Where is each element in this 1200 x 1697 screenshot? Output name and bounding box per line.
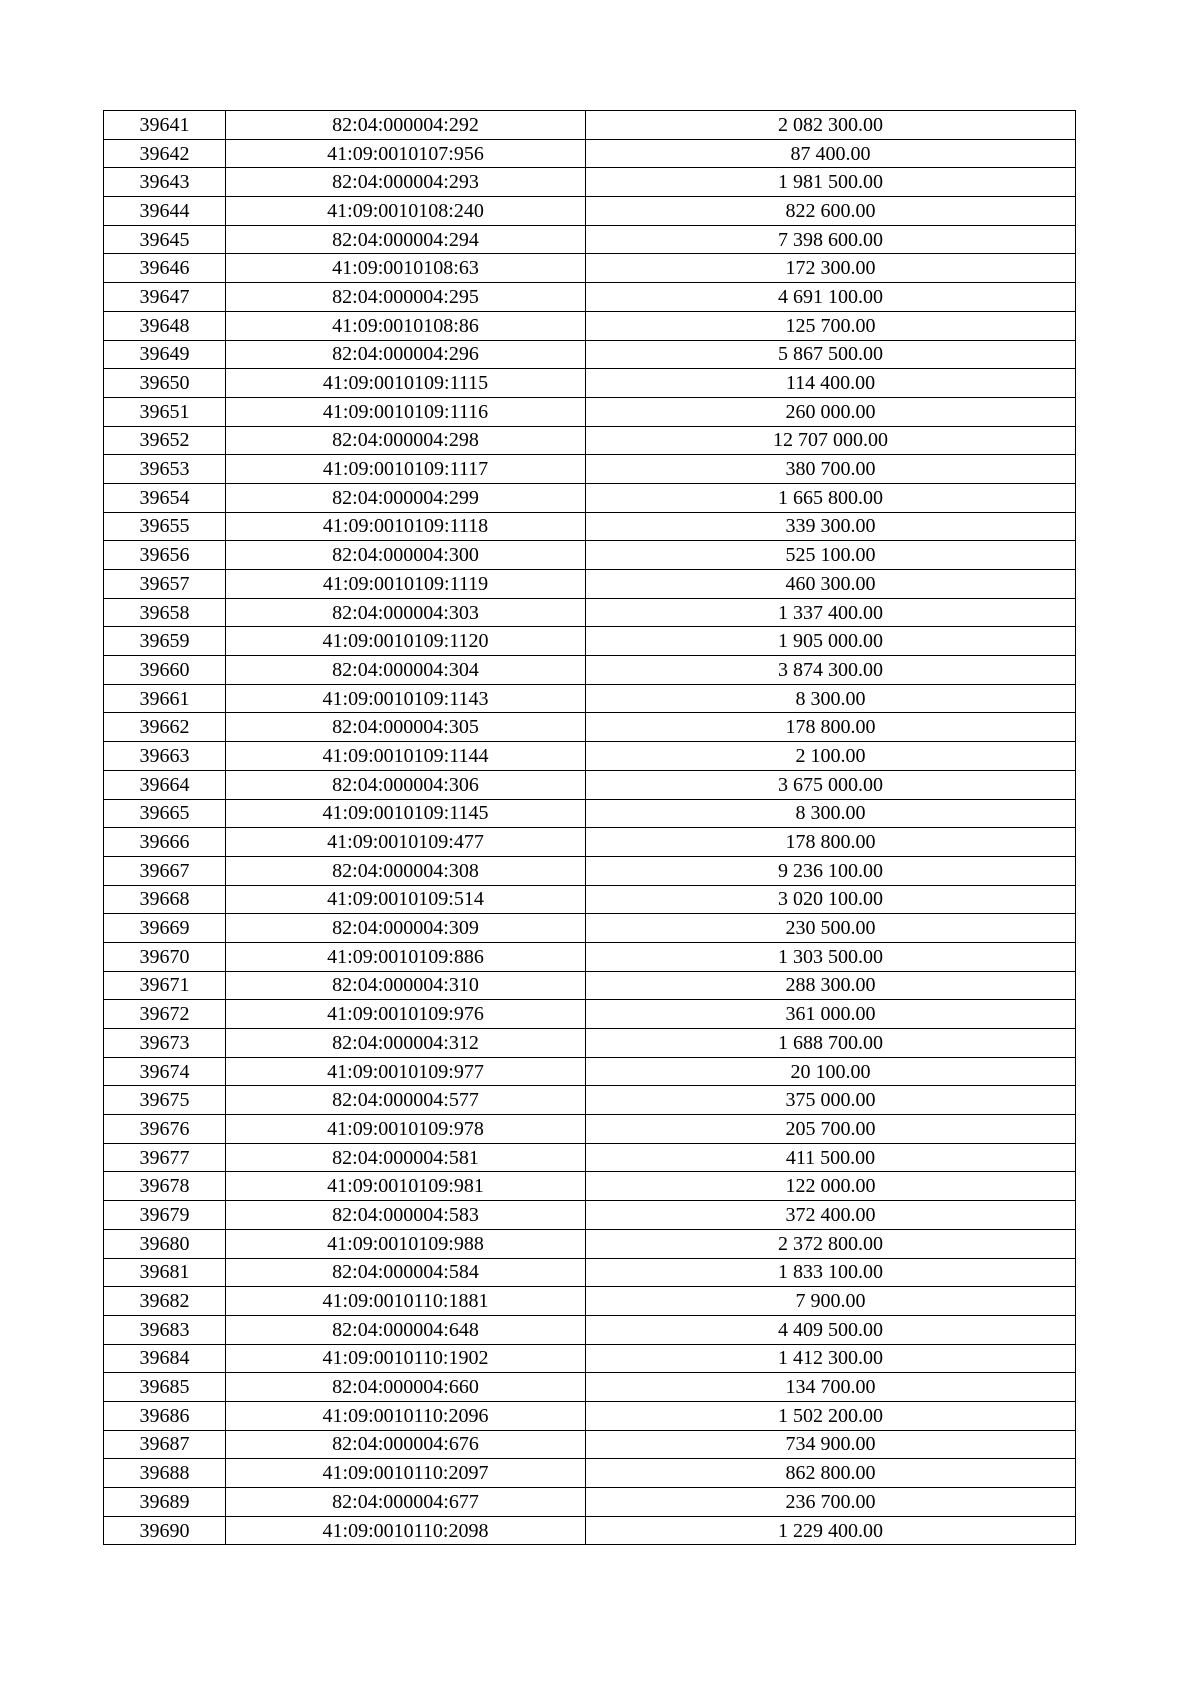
cadastral-value-cell: 9 236 100.00 — [586, 856, 1076, 885]
cadastral-value-cell: 12 707 000.00 — [586, 426, 1076, 455]
cadastral-number-cell: 82:04:000004:648 — [226, 1315, 586, 1344]
table-row — [104, 225, 1076, 254]
row-number-cell: 39681 — [104, 1258, 226, 1287]
cadastral-value-cell: 822 600.00 — [586, 197, 1076, 226]
cadastral-number-cell: 82:04:000004:296 — [226, 340, 586, 369]
cadastral-value-cell: 2 372 800.00 — [586, 1229, 1076, 1258]
row-number-cell: 39643 — [104, 168, 226, 197]
cadastral-value-cell: 372 400.00 — [586, 1201, 1076, 1230]
table-row — [104, 455, 1076, 484]
cadastral-value-cell: 2 100.00 — [586, 742, 1076, 771]
row-number-cell: 39660 — [104, 656, 226, 685]
table-row — [104, 713, 1076, 742]
row-number-cell: 39645 — [104, 225, 226, 254]
cadastral-number-cell: 82:04:000004:303 — [226, 598, 586, 627]
cadastral-number-cell: 41:09:0010109:1115 — [226, 369, 586, 398]
table-row — [104, 1373, 1076, 1402]
cadastral-value-cell: 260 000.00 — [586, 397, 1076, 426]
cadastral-value-cell: 375 000.00 — [586, 1086, 1076, 1115]
row-number-cell: 39646 — [104, 254, 226, 283]
row-number-cell: 39650 — [104, 369, 226, 398]
cadastral-value-cell: 339 300.00 — [586, 512, 1076, 541]
row-number-cell: 39649 — [104, 340, 226, 369]
table-row — [104, 1287, 1076, 1316]
row-number-cell: 39670 — [104, 942, 226, 971]
row-number-cell: 39644 — [104, 197, 226, 226]
row-number-cell: 39684 — [104, 1344, 226, 1373]
cadastral-number-cell: 41:09:0010109:1116 — [226, 397, 586, 426]
table-row — [104, 971, 1076, 1000]
table-row — [104, 1258, 1076, 1287]
cadastral-number-cell: 41:09:0010110:2096 — [226, 1401, 586, 1430]
table-row — [104, 1430, 1076, 1459]
cadastral-value-cell: 1 981 500.00 — [586, 168, 1076, 197]
cadastral-number-cell: 41:09:0010109:1144 — [226, 742, 586, 771]
cadastral-value-cell: 134 700.00 — [586, 1373, 1076, 1402]
cadastral-number-cell: 82:04:000004:584 — [226, 1258, 586, 1287]
cadastral-value-cell: 361 000.00 — [586, 1000, 1076, 1029]
table-row — [104, 914, 1076, 943]
row-number-cell: 39675 — [104, 1086, 226, 1115]
table-row — [104, 742, 1076, 771]
row-number-cell: 39659 — [104, 627, 226, 656]
cadastral-value-cell: 460 300.00 — [586, 570, 1076, 599]
table-row — [104, 885, 1076, 914]
table-row — [104, 483, 1076, 512]
cadastral-value-cell: 20 100.00 — [586, 1057, 1076, 1086]
row-number-cell: 39653 — [104, 455, 226, 484]
cadastral-value-cell: 8 300.00 — [586, 799, 1076, 828]
row-number-cell: 39672 — [104, 1000, 226, 1029]
row-number-cell: 39674 — [104, 1057, 226, 1086]
table-body — [104, 111, 1076, 1545]
table-row — [104, 1143, 1076, 1172]
cadastral-value-cell: 236 700.00 — [586, 1488, 1076, 1517]
table-row — [104, 369, 1076, 398]
cadastral-number-cell: 41:09:0010109:1120 — [226, 627, 586, 656]
cadastral-number-cell: 41:09:0010109:1119 — [226, 570, 586, 599]
row-number-cell: 39690 — [104, 1516, 226, 1545]
cadastral-number-cell: 82:04:000004:577 — [226, 1086, 586, 1115]
table-row — [104, 1488, 1076, 1517]
table-row — [104, 656, 1076, 685]
cadastral-number-cell: 82:04:000004:310 — [226, 971, 586, 1000]
cadastral-number-cell: 82:04:000004:581 — [226, 1143, 586, 1172]
row-number-cell: 39651 — [104, 397, 226, 426]
cadastral-number-cell: 41:09:0010109:977 — [226, 1057, 586, 1086]
cadastral-number-cell: 41:09:0010109:976 — [226, 1000, 586, 1029]
row-number-cell: 39657 — [104, 570, 226, 599]
table-row — [104, 283, 1076, 312]
table-row — [104, 1086, 1076, 1115]
table-row — [104, 512, 1076, 541]
cadastral-value-cell: 1 229 400.00 — [586, 1516, 1076, 1545]
table-row — [104, 1516, 1076, 1545]
row-number-cell: 39663 — [104, 742, 226, 771]
cadastral-value-cell: 205 700.00 — [586, 1115, 1076, 1144]
table-row — [104, 627, 1076, 656]
table-row — [104, 311, 1076, 340]
cadastral-value-cell: 3 020 100.00 — [586, 885, 1076, 914]
cadastral-value-cell: 2 082 300.00 — [586, 111, 1076, 140]
row-number-cell: 39680 — [104, 1229, 226, 1258]
cadastral-value-cell: 3 874 300.00 — [586, 656, 1076, 685]
table-row — [104, 1201, 1076, 1230]
table-row — [104, 168, 1076, 197]
cadastral-number-cell: 82:04:000004:292 — [226, 111, 586, 140]
cadastral-number-cell: 41:09:0010109:514 — [226, 885, 586, 914]
cadastral-number-cell: 41:09:0010109:1118 — [226, 512, 586, 541]
table-row — [104, 828, 1076, 857]
row-number-cell: 39652 — [104, 426, 226, 455]
cadastral-value-cell: 125 700.00 — [586, 311, 1076, 340]
cadastral-number-cell: 82:04:000004:304 — [226, 656, 586, 685]
cadastral-value-cell: 1 688 700.00 — [586, 1029, 1076, 1058]
row-number-cell: 39677 — [104, 1143, 226, 1172]
row-number-cell: 39671 — [104, 971, 226, 1000]
table-row — [104, 598, 1076, 627]
table-row — [104, 1172, 1076, 1201]
cadastral-number-cell: 41:09:0010109:886 — [226, 942, 586, 971]
row-number-cell: 39661 — [104, 684, 226, 713]
row-number-cell: 39686 — [104, 1401, 226, 1430]
row-number-cell: 39685 — [104, 1373, 226, 1402]
cadastral-number-cell: 41:09:0010109:1143 — [226, 684, 586, 713]
cadastral-number-cell: 82:04:000004:660 — [226, 1373, 586, 1402]
cadastral-value-cell: 7 900.00 — [586, 1287, 1076, 1316]
row-number-cell: 39679 — [104, 1201, 226, 1230]
cadastral-value-cell: 8 300.00 — [586, 684, 1076, 713]
table-row — [104, 197, 1076, 226]
table-row — [104, 770, 1076, 799]
table-row — [104, 942, 1076, 971]
cadastral-value-cell: 5 867 500.00 — [586, 340, 1076, 369]
cadastral-value-cell: 734 900.00 — [586, 1430, 1076, 1459]
cadastral-number-cell: 41:09:0010108:63 — [226, 254, 586, 283]
cadastral-number-cell: 82:04:000004:293 — [226, 168, 586, 197]
table-row — [104, 1344, 1076, 1373]
cadastral-value-cell: 411 500.00 — [586, 1143, 1076, 1172]
table-row — [104, 1229, 1076, 1258]
row-number-cell: 39664 — [104, 770, 226, 799]
cadastral-number-cell: 41:09:0010108:86 — [226, 311, 586, 340]
table-row — [104, 1057, 1076, 1086]
row-number-cell: 39689 — [104, 1488, 226, 1517]
row-number-cell: 39673 — [104, 1029, 226, 1058]
row-number-cell: 39662 — [104, 713, 226, 742]
cadastral-number-cell: 41:09:0010110:1902 — [226, 1344, 586, 1373]
cadastral-value-cell: 4 691 100.00 — [586, 283, 1076, 312]
table-row — [104, 111, 1076, 140]
cadastral-number-cell: 82:04:000004:309 — [226, 914, 586, 943]
table-row — [104, 254, 1076, 283]
cadastral-value-cell: 87 400.00 — [586, 139, 1076, 168]
row-number-cell: 39654 — [104, 483, 226, 512]
row-number-cell: 39668 — [104, 885, 226, 914]
row-number-cell: 39665 — [104, 799, 226, 828]
cadastral-number-cell: 82:04:000004:295 — [226, 283, 586, 312]
table-row — [104, 426, 1076, 455]
cadastral-value-cell: 862 800.00 — [586, 1459, 1076, 1488]
cadastral-number-cell: 41:09:0010110:2098 — [226, 1516, 586, 1545]
cadastral-number-cell: 41:09:0010110:1881 — [226, 1287, 586, 1316]
row-number-cell: 39642 — [104, 139, 226, 168]
cadastral-value-cell: 178 800.00 — [586, 713, 1076, 742]
cadastral-number-cell: 82:04:000004:305 — [226, 713, 586, 742]
row-number-cell: 39666 — [104, 828, 226, 857]
row-number-cell: 39658 — [104, 598, 226, 627]
cadastral-number-cell: 41:09:0010109:1145 — [226, 799, 586, 828]
cadastral-value-cell: 380 700.00 — [586, 455, 1076, 484]
cadastral-value-cell: 1 303 500.00 — [586, 942, 1076, 971]
cadastral-number-cell: 41:09:0010109:981 — [226, 1172, 586, 1201]
row-number-cell: 39667 — [104, 856, 226, 885]
cadastral-number-cell: 82:04:000004:312 — [226, 1029, 586, 1058]
cadastral-number-cell: 41:09:0010109:477 — [226, 828, 586, 857]
row-number-cell: 39676 — [104, 1115, 226, 1144]
cadastral-number-cell: 41:09:0010109:1117 — [226, 455, 586, 484]
cadastral-number-cell: 82:04:000004:298 — [226, 426, 586, 455]
cadastral-value-table — [103, 110, 1076, 1545]
table-row — [104, 856, 1076, 885]
cadastral-number-cell: 41:09:0010110:2097 — [226, 1459, 586, 1488]
row-number-cell: 39641 — [104, 111, 226, 140]
cadastral-value-cell: 7 398 600.00 — [586, 225, 1076, 254]
row-number-cell: 39655 — [104, 512, 226, 541]
table-row — [104, 1459, 1076, 1488]
cadastral-value-cell: 114 400.00 — [586, 369, 1076, 398]
cadastral-value-cell: 178 800.00 — [586, 828, 1076, 857]
row-number-cell: 39656 — [104, 541, 226, 570]
table-row — [104, 684, 1076, 713]
cadastral-value-cell: 525 100.00 — [586, 541, 1076, 570]
row-number-cell: 39683 — [104, 1315, 226, 1344]
cadastral-value-cell: 122 000.00 — [586, 1172, 1076, 1201]
table-row — [104, 1029, 1076, 1058]
cadastral-number-cell: 82:04:000004:676 — [226, 1430, 586, 1459]
cadastral-number-cell: 82:04:000004:306 — [226, 770, 586, 799]
cadastral-value-cell: 4 409 500.00 — [586, 1315, 1076, 1344]
cadastral-value-cell: 1 665 800.00 — [586, 483, 1076, 512]
cadastral-value-cell: 1 905 000.00 — [586, 627, 1076, 656]
cadastral-number-cell: 41:09:0010107:956 — [226, 139, 586, 168]
table-row — [104, 340, 1076, 369]
cadastral-value-cell: 1 833 100.00 — [586, 1258, 1076, 1287]
row-number-cell: 39647 — [104, 283, 226, 312]
cadastral-number-cell: 82:04:000004:308 — [226, 856, 586, 885]
cadastral-number-cell: 41:09:0010109:978 — [226, 1115, 586, 1144]
table-row — [104, 1401, 1076, 1430]
cadastral-number-cell: 41:09:0010108:240 — [226, 197, 586, 226]
cadastral-value-cell: 3 675 000.00 — [586, 770, 1076, 799]
row-number-cell: 39687 — [104, 1430, 226, 1459]
cadastral-number-cell: 82:04:000004:583 — [226, 1201, 586, 1230]
cadastral-number-cell: 41:09:0010109:988 — [226, 1229, 586, 1258]
row-number-cell: 39678 — [104, 1172, 226, 1201]
table-row — [104, 799, 1076, 828]
row-number-cell: 39669 — [104, 914, 226, 943]
table-row — [104, 541, 1076, 570]
table-row — [104, 570, 1076, 599]
cadastral-number-cell: 82:04:000004:294 — [226, 225, 586, 254]
cadastral-number-cell: 82:04:000004:677 — [226, 1488, 586, 1517]
cadastral-number-cell: 82:04:000004:299 — [226, 483, 586, 512]
cadastral-value-cell: 230 500.00 — [586, 914, 1076, 943]
cadastral-value-cell: 1 337 400.00 — [586, 598, 1076, 627]
cadastral-number-cell: 82:04:000004:300 — [226, 541, 586, 570]
table-row — [104, 1000, 1076, 1029]
cadastral-value-cell: 1 412 300.00 — [586, 1344, 1076, 1373]
cadastral-value-cell: 1 502 200.00 — [586, 1401, 1076, 1430]
row-number-cell: 39648 — [104, 311, 226, 340]
table-row — [104, 1115, 1076, 1144]
table-row — [104, 139, 1076, 168]
row-number-cell: 39688 — [104, 1459, 226, 1488]
cadastral-value-cell: 288 300.00 — [586, 971, 1076, 1000]
row-number-cell: 39682 — [104, 1287, 226, 1316]
table-row — [104, 1315, 1076, 1344]
cadastral-value-cell: 172 300.00 — [586, 254, 1076, 283]
table-row — [104, 397, 1076, 426]
